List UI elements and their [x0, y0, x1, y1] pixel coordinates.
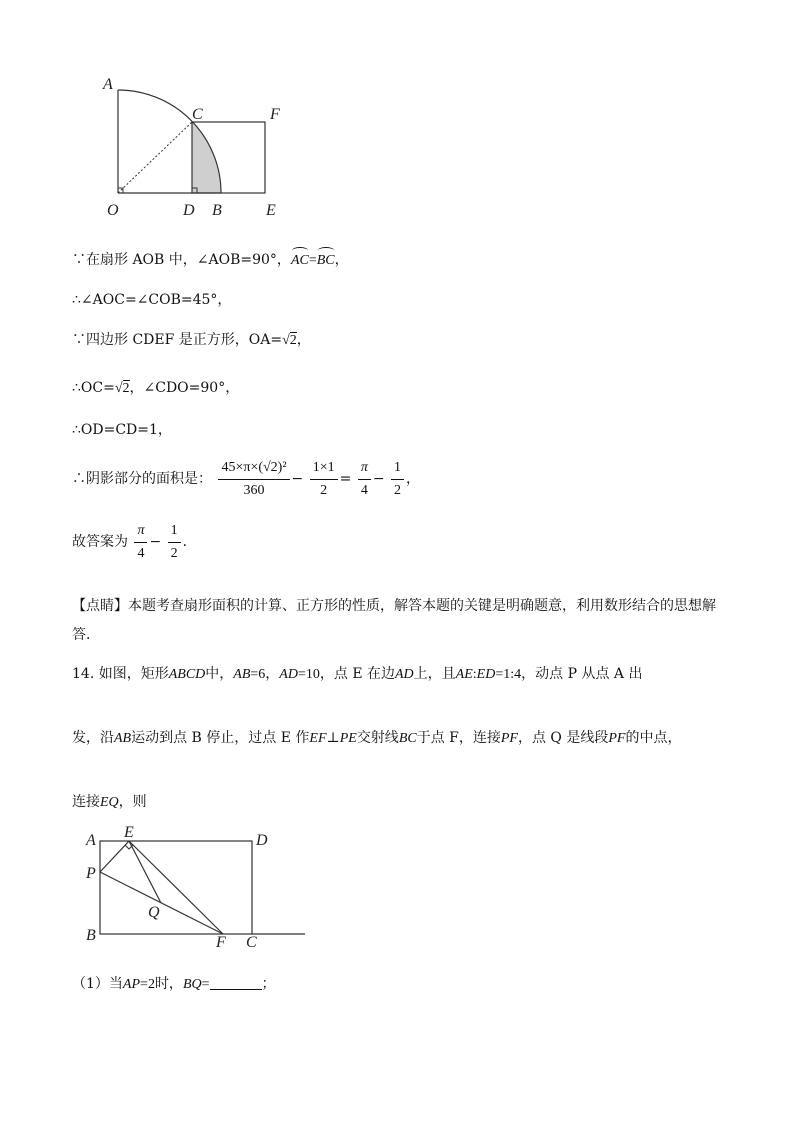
sqrt-2: √2	[282, 333, 297, 348]
fraction-sector: $\frac{\text{45×π×(√2)²}}{360}$	[218, 457, 289, 502]
segment-pf	[100, 872, 223, 934]
label-d: D	[183, 202, 195, 219]
figure-rectangle-abcd	[80, 825, 310, 950]
solution-line-1: ∵在扇形 AOB 中，∠AOB=90°，AC=BC，	[72, 250, 349, 271]
label-b: B	[212, 202, 222, 219]
label-e: E	[124, 825, 134, 841]
fraction-half: $\frac{1}{2}$	[168, 520, 181, 565]
label-b: B	[86, 927, 96, 944]
solution-line-4: ∴OC=√2，∠CDO=90°，	[72, 380, 240, 396]
label-e: E	[266, 202, 276, 219]
question-14-line-2: 发，沿AB运动到点 B 停止，过点 E 作EF⊥PE交射线BC于点 F，连接PF，点 Q 是线段PF的中点，	[72, 730, 682, 746]
answer-line: 故答案为 $\frac{\pi}{4}$ − $\frac{1}{2}$ ．	[72, 518, 197, 566]
solution-line-5: ∴OD=CD=1，	[72, 422, 172, 438]
comment-line-2: 答．	[72, 627, 100, 643]
solution-line-6: ∴阴影部分的面积是： $\frac{\text{45×π×(√2)²}}{360}$ − $\frac{1\times 1}{2}$ = $\frac{\pi}{4}$ − $\frac{1}{2}$ ，	[72, 455, 420, 503]
label-p: P	[86, 865, 96, 882]
arc-bc: BC	[317, 251, 335, 271]
label-o: O	[107, 202, 119, 219]
label-a: A	[103, 76, 113, 93]
fraction-triangle: $\frac{1\times 1}{2}$	[310, 457, 338, 502]
label-f: F	[270, 106, 280, 123]
shaded-region	[192, 122, 221, 193]
label-c: C	[192, 106, 203, 123]
question-14-line-1: 14. 如图，矩形ABCD中，AB=6，AD=10，点 E 在边AD上，且AE:ED=1:4，动点 P 从点 A 出	[72, 666, 643, 682]
segment-pe	[100, 841, 129, 872]
solution-line-2: ∴∠AOC=∠COB=45°，	[72, 292, 232, 308]
arc-ac: AC	[291, 251, 309, 271]
question-14-line-3: 连接EQ，则	[72, 794, 147, 810]
label-d: D	[256, 832, 268, 849]
label-q: Q	[148, 904, 160, 921]
segment-ef	[129, 841, 223, 934]
fraction-pi-4: $\frac{\pi}{4}$	[358, 457, 371, 502]
label-f: F	[216, 934, 226, 950]
segment-oc-dashed	[118, 122, 192, 193]
comment-line-1: 【点睛】本题考查扇形面积的计算、正方形的性质，解答本题的关键是明确题意，利用数形结合的思想解	[72, 598, 716, 614]
fraction-pi-4: $\frac{\pi}{4}$	[134, 520, 147, 565]
label-c: C	[246, 934, 257, 950]
sqrt-2: √2	[114, 381, 130, 396]
solution-line-3: ∵四边形 CDEF 是正方形，OA=√2，	[72, 332, 311, 348]
label-a: A	[86, 832, 96, 849]
segment-eq	[129, 841, 161, 903]
answer-blank[interactable]	[210, 975, 262, 990]
question-14-part-1: （1）当AP=2时，BQ= ；	[72, 976, 276, 992]
fraction-half: $\frac{1}{2}$	[391, 457, 404, 502]
figure-sector-square	[95, 75, 315, 225]
